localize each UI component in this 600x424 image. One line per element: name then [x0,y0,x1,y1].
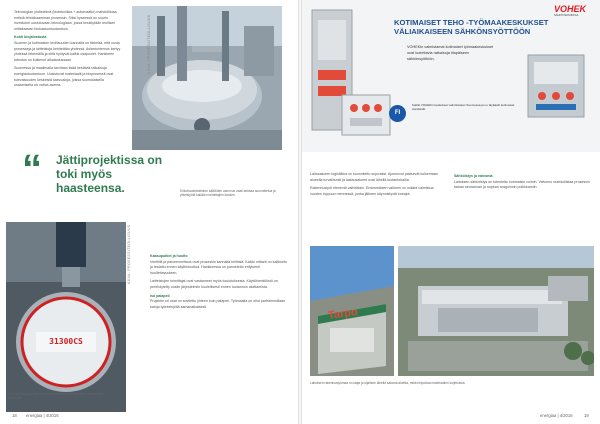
ad-small-print: Kaikki VOHEKin keskukset valmistetaan Suomessa ja ne täyttävät kotimaiset standardit. [412,103,515,112]
top-photo-caption: Erikoisvalmisteisten säiliöiden asennus vaati tarkkaa suunnittelua ja yhteistyötä kaikkien toimittajien kesken. [180,189,276,198]
right-footer-mag: energiaa | 4/2016 [540,413,573,418]
intro-column [14,10,122,92]
right-col-a-text: Laitosalueen logistiikka on suunniteltu sujuvaksi. Ajoneuvot pääsevät kulkemaan alueella turvallisesti ja lastausalueet ovat lähellä tuotantohallia. [310,172,438,182]
right-col-a-text-2: Rakennustyöt etenevät vaiheittain. Ensimmäisen vaiheen on määrä valmistua vuoden loppuun mennessä, jonka jälkeen käynnistyvät koeajot. [310,186,434,196]
right-column-b [454,172,590,194]
pull-quote-text: Jättiprojektissa on toki myös haasteensa. [56,153,163,195]
right-page-number: 19 [584,413,589,418]
col-2-text-3: Projektin eri osat on sovitettu yhteen kuin palapeli. Työmaalla on ollut parhaimmillaan satoja työntekijöitä samanaikaisesti. [150,299,286,309]
right-photo-caption: Laitoksen rakennustyömaa on laaja ja sijaitsee lähellä satama-aluetta, mikä helpottaa materiaalien kuljetuksia. [310,381,466,385]
vohek-advert [302,0,600,152]
right-column-a [310,172,440,200]
column-2 [150,252,288,313]
gauge-illustration [6,222,126,412]
left-page-number: 18 [12,413,17,418]
bottom-photo-caption: Mittausventtiilit ja kaasunpaineen valvonta on toteutettu uusimmalla tekniikalla. [8,392,104,401]
subhead-1: Kohti biojalostusta [14,35,47,40]
ad-body: VOHEKin valmistamat kotimaiset työmaakeskukset ovat luotettavia ratkaisuja tilapäiseen sähkönsyöttöön. [407,45,494,61]
subhead-2: Kaasuputket ja huolto [150,254,188,258]
construction-photo [310,246,394,376]
aerial-illustration [398,246,594,376]
fi-badge: FI [389,105,406,122]
intro-text: Teknologian yhdistelmä (biotekniikka + automaatio) mahdollistaa entistä tehokkaamman prosessin. Siksi kyseessä on suurin investointi uusiutuvaan teknologiaan, jossa keskitytään teollisen mittakaavan biokaasuntuotantoon. [14,10,117,31]
col-1-text: Suomen ja kotimaisen teollisuuden kannalta on tärkeää, että uusia prosesseja ja laitteistoja kehitetään yhdessä. Asiantuntemus kertyy yhdessä tekemällä ja siitä hyötyvät kaikki osapuolet. Hankkeen toteutus on kulkenut aikataulussaan. [14,40,121,62]
col-1-text-2: Suomessa ja maailmalla tarvitaan lisää kestäviä ratkaisuja energiantuotantoon. Uusiutuvat materiaalit ja bioprosessit ovat tulevaisuuden keskeisiä kasvualoja, joissa suomalaisella osaamisella on vahva asema. [14,66,114,88]
tank-photo [132,6,282,150]
quote-mark-icon: “ [22,147,42,191]
gauge-photo [6,222,126,412]
vertical-credit-2: KUVA: PROSESSITEOLLISUUS [127,224,131,284]
gauge-reading: 31300CS [49,337,83,346]
vohek-logo: VOHEK [554,4,587,14]
ad-title: KOTIMAISET TEHO -TYÖMAAKESKUKSET VÄLIAIKAISEEN SÄHKÖNSYÖTTÖÖN [394,18,549,36]
aerial-photo [398,246,594,376]
vertical-credit-1: KUVA: PROSESSITEOLLISUUS [147,14,151,74]
right-col-b-text: Laitoksen sähköistys on toteutettu kotimaisin voimin. Valvomo mahdollistaa prosessin tarkan seurannan ja nopean reagoinnin poikkeamiin. [454,179,590,190]
subhead-4: Sähköistys ja valvonta [454,174,493,178]
sign-text: Tarpo [327,305,359,323]
vohek-logo-subtitle: SÄHKÖTEKNIIKKAA [554,14,579,17]
col-2-text: Venttiilit ja paineenmittaus ovat prosessin kannalta kriittisiä. Kaikki mittarit on kalibroitu ja testattu ennen käyttöönottoa. Hankkeessa on panostettu erityisesti huollettavuuteen. [150,259,288,275]
tank-illustration [132,6,282,150]
left-footer-mag: energiaa | 4/2016 [26,413,59,418]
subhead-3: Iso palapeli [150,293,170,298]
col-2-text-2: Laitteistojen toimittajat ovat vastanneet myös koulutuksesta. Käyttöhenkilöstö on perehdytetty uusiin järjestelmiin huolellisesti ennen tuotannon aloittamista. [150,279,278,289]
